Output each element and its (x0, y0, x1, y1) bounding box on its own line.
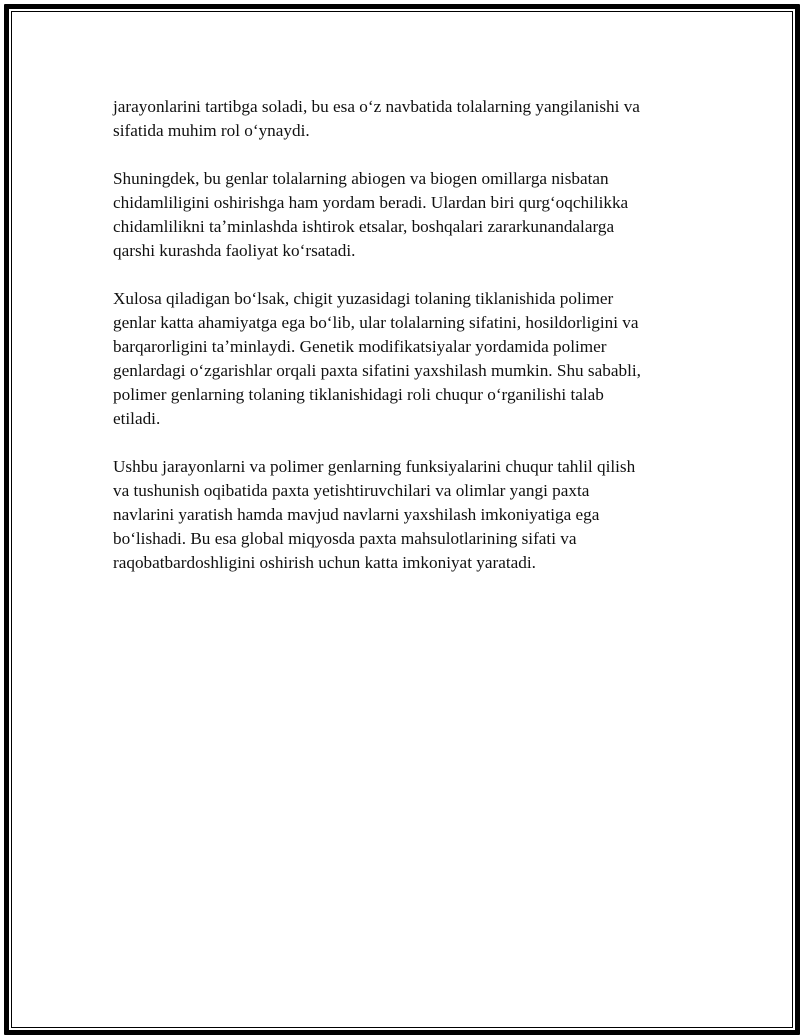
text-line: navlarini yaratish hamda mavjud navlarni yaxshilash imkoniyatiga ega (113, 505, 600, 524)
text-line: boʻlishadi. Bu esa global miqyosda paxta mahsulotlarining sifati va (113, 529, 577, 548)
text-line: raqobatbardoshligini oshirish uchun katta imkoniyat yaratadi. (113, 553, 536, 572)
text-line: polimer genlarning tolaning tiklanishidagi roli chuqur oʻrganilishi talab (113, 385, 604, 404)
text-line: Ushbu jarayonlarni va polimer genlarning funksiyalarini chuqur tahlil qilish (113, 457, 636, 476)
text-line: barqarorligini taʼminlaydi. Genetik modifikatsiyalar yordamida polimer (113, 337, 607, 356)
text-line: va tushunish oqibatida paxta yetishtiruvchilari va olimlar yangi paxta (113, 481, 590, 500)
paragraph-1 (113, 95, 693, 143)
text-line: etiladi. (113, 409, 161, 428)
text-line: qarshi kurashda faoliyat koʻrsatadi. (113, 241, 356, 260)
text-line: genlar katta ahamiyatga ega boʻlib, ular tolalarning sifatini, hosildorligini va (113, 313, 639, 332)
text-line: genlardagi oʻzgarishlar orqali paxta sifatini yaxshilash mumkin. Shu sababli, (113, 361, 641, 380)
text-line: chidamliligini oshirishga ham yordam beradi. Ulardan biri qurgʻoqchilikka (113, 193, 629, 212)
text-line: chidamlilikni taʼminlashda ishtirok etsalar, boshqalari zararkunandalarga (113, 217, 615, 236)
text-line: jarayonlarini tartibga soladi, bu esa oʻz navbatida tolalarning yangilanishi va (113, 97, 640, 116)
text-line: Shuningdek, bu genlar tolalarning abiogen va biogen omillarga nisbatan (113, 169, 609, 188)
document-body (113, 95, 693, 599)
text-line: Xulosa qiladigan boʻlsak, chigit yuzasidagi tolaning tiklanishida polimer (113, 289, 614, 308)
paragraph-4 (113, 455, 693, 575)
text-line: sifatida muhim rol oʻynaydi. (113, 121, 310, 140)
paragraph-3 (113, 287, 693, 431)
paragraph-2 (113, 167, 693, 263)
